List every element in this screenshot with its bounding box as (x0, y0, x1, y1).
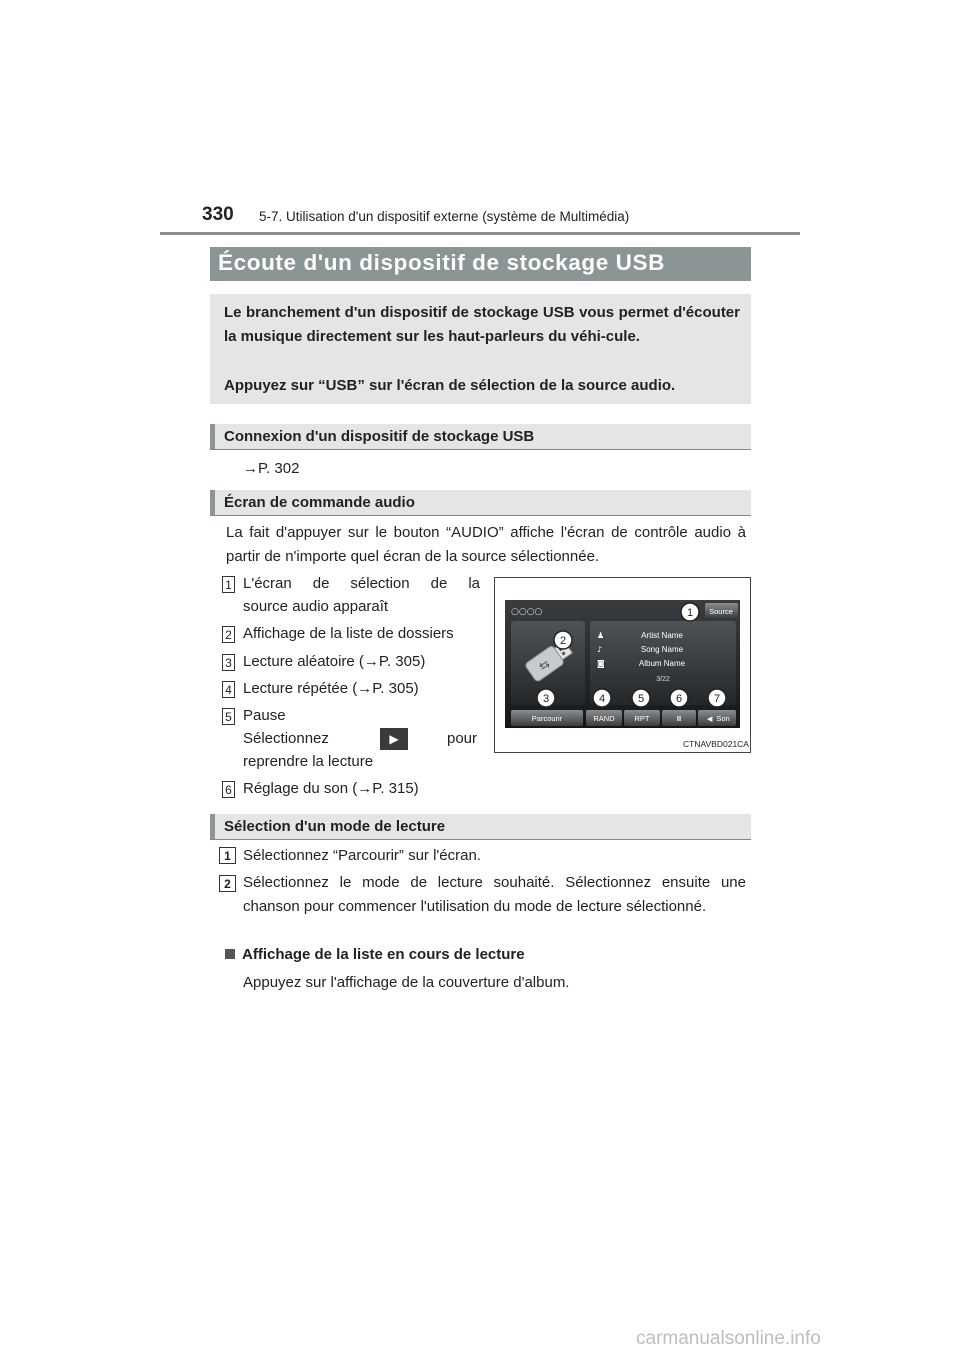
section-header-connexion (210, 424, 751, 450)
section-title: Écran de commande audio (224, 494, 415, 511)
image-caption-code: CTNAVBD021CA (683, 739, 749, 749)
list-item-text: Pause (243, 707, 286, 724)
intro-paragraph-2: Appuyez sur “USB” sur l'écran de sélection de la source audio. (224, 377, 676, 394)
callout-5 (632, 689, 650, 707)
callout-3 (537, 689, 555, 707)
artist-icon: ♟ (597, 631, 605, 640)
track-counter: 3/22 (656, 676, 670, 683)
callout-7 (708, 689, 726, 707)
album-name: Album Name (638, 659, 686, 668)
section-title: Connexion d'un dispositif de stockage USB (224, 428, 535, 445)
list-item-text: Sélectionnez (243, 730, 329, 747)
callout-6 (670, 689, 688, 707)
section-marker (210, 490, 215, 515)
step-text: Sélectionnez “Parcourir” sur l'écran. (243, 847, 481, 864)
svg-text:5: 5 (637, 693, 645, 705)
random-button-label: RAND (593, 714, 615, 723)
svg-text:7: 7 (713, 693, 721, 705)
source-button-label: Source (709, 607, 733, 616)
square-bullet-icon (225, 949, 235, 959)
artist-name: Artist Name (641, 631, 683, 640)
section-header-mode (210, 814, 751, 840)
item-number-badge: 5 (222, 708, 235, 725)
svg-text:2: 2 (559, 635, 567, 647)
item-number-badge: 2 (222, 626, 235, 643)
svg-text:1: 1 (686, 607, 694, 619)
list-item-text: Réglage du son (→P. 315) (243, 780, 419, 797)
list-item-text: pour (447, 730, 478, 747)
section-marker (210, 424, 215, 449)
page-title: Écoute d'un dispositif de stockage USB (218, 250, 665, 275)
song-icon: ♪ (597, 645, 603, 654)
section-title: Sélection d'un mode de lecture (224, 818, 446, 835)
ecran-description: La fait d'appuyer sur le bouton “AUDIO” affiche l'écran de contrôle audio à partir de n'importe quel écran de la source sélectionnée. (226, 524, 746, 565)
step-number-badge: 2 (219, 875, 236, 892)
sound-button-label: Son (716, 714, 730, 723)
bullet-heading: Affichage de la liste en cours de lecture (225, 946, 525, 963)
pause-button-label: II (676, 714, 682, 723)
status-indicator: ○○○○ (511, 607, 543, 617)
svg-text:4: 4 (598, 693, 606, 705)
chapter-title: 5-7. Utilisation d'un dispositif externe (système de Multimédia) (259, 209, 630, 224)
list-item-text: Lecture aléatoire (→P. 305) (243, 653, 426, 670)
item-number-badge: 1 (222, 576, 235, 593)
play-button-icon: ▶ (380, 728, 408, 750)
audio-screen (505, 600, 740, 728)
item-number-badge: 3 (222, 654, 235, 671)
album-icon: ◙ (597, 659, 605, 668)
repeat-button-label: RPT (634, 714, 650, 723)
item-number-badge: 4 (222, 681, 235, 698)
list-item-text: Lecture répétée (→P. 305) (243, 680, 419, 697)
section-marker (210, 814, 215, 839)
list-item-text: Affichage de la liste de dossiers (243, 625, 454, 642)
usb-symbol-icon: ⇆ (536, 656, 553, 674)
speaker-icon: ◀ (707, 715, 713, 723)
step-number-badge: 1 (219, 847, 236, 864)
list-item-text: L'écran de sélection de la (243, 575, 480, 592)
song-name: Song Name (640, 645, 684, 654)
step-text: Sélectionnez le mode de lecture souhaité. Sélectionnez ensuite une chanson pour commencer l'utilisation du mode de lecture sélectionné. (243, 874, 746, 915)
page-reference-link[interactable]: →P. 302 (243, 460, 300, 477)
svg-text:3: 3 (542, 693, 550, 705)
watermark: carmanualsonline.info (636, 1328, 821, 1349)
browse-button-label: Parcourir (531, 714, 563, 723)
page-number: 330 (202, 204, 234, 225)
item-number-badge: 6 (222, 781, 235, 798)
list-item-text: source audio apparaît (243, 598, 389, 615)
intro-paragraph-1: Le branchement d'un dispositif de stockage USB vous permet d'écouter la musique directement sur les haut-parleurs du véhi-cule. (224, 304, 740, 345)
header-rule (160, 232, 800, 235)
section-header-ecran (210, 490, 751, 516)
svg-text:6: 6 (675, 693, 683, 705)
callout-4 (593, 689, 611, 707)
callout-2 (554, 631, 572, 649)
bullet-text: Appuyez sur l'affichage de la couverture d'album. (243, 974, 570, 991)
callout-1 (681, 603, 699, 621)
list-item-text: reprendre la lecture (243, 753, 374, 770)
